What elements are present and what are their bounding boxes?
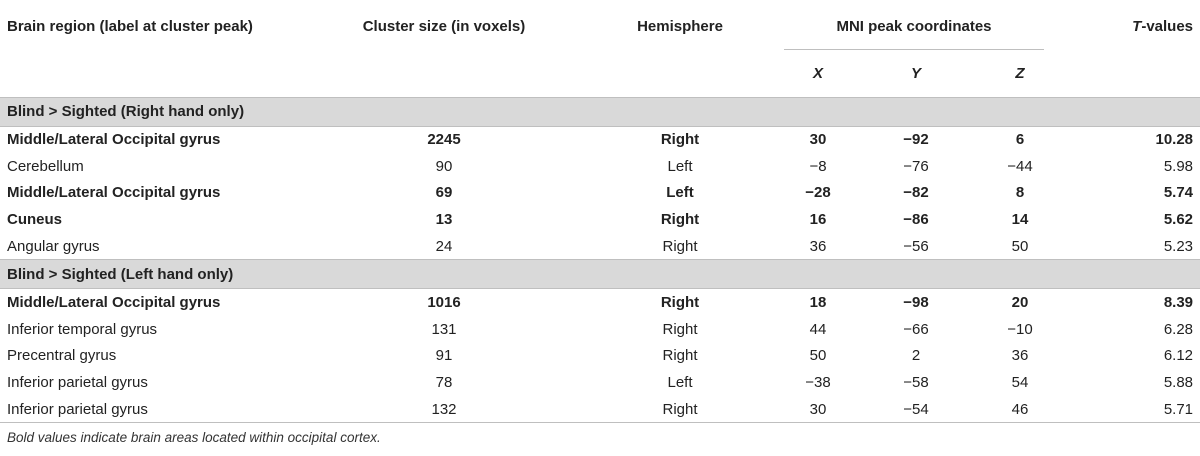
cell-x: 50 <box>809 347 827 365</box>
header-cluster-size: Cluster size (in voxels) <box>362 18 526 35</box>
cell-region: Cerebellum <box>7 157 84 175</box>
cell-t-value: 8.39 <box>1163 294 1194 312</box>
cell-z: 14 <box>1011 211 1029 229</box>
cell-hemisphere: Left <box>667 374 693 392</box>
cell-hemisphere: Left <box>666 184 694 202</box>
cell-cluster-size: 132 <box>300 396 588 423</box>
cell-x: 36 <box>809 237 827 255</box>
cell-x: −38 <box>805 374 831 392</box>
header-mni-label: MNI peak coordinates <box>784 18 1044 50</box>
cell-cluster-size: 78 <box>435 374 453 392</box>
cell-hemisphere: Left <box>667 157 693 175</box>
cell-t-value: 5.74 <box>1163 184 1194 202</box>
header-mni <box>772 0 1072 50</box>
cell-cluster-size: 1016 <box>427 294 461 312</box>
cell-region: Middle/Lateral Occipital gyrus <box>7 294 221 312</box>
cell-region: Middle/Lateral Occipital gyrus <box>7 184 221 202</box>
cell-y: −82 <box>903 184 929 202</box>
cell-y: −76 <box>903 157 929 175</box>
cell-t-value: 5.98 <box>1163 157 1194 175</box>
cell-z: −44 <box>1007 157 1033 175</box>
cell-z: 20 <box>1011 294 1029 312</box>
header-region: Brain region (label at cluster peak) <box>7 18 253 35</box>
section-header-row <box>0 97 1200 126</box>
cell-x: 18 <box>809 294 827 312</box>
header-z: Z <box>968 50 1072 97</box>
cell-x: 44 <box>809 320 827 338</box>
cell-y: −98 <box>903 294 929 312</box>
cell-y: −86 <box>903 211 929 229</box>
cell-x: 30 <box>809 131 827 149</box>
cell-cluster-size: 13 <box>435 211 453 229</box>
cell-t-value: 10.28 <box>1155 131 1194 149</box>
cell-region: Precentral gyrus <box>7 347 117 365</box>
cell-cluster-size: 69 <box>435 184 453 202</box>
section-header-row <box>0 260 1200 289</box>
table-row <box>0 206 1200 233</box>
table-row <box>0 153 1200 180</box>
cell-z: 6 <box>1015 131 1025 149</box>
table-row <box>0 126 1200 153</box>
table-row <box>0 233 1200 260</box>
cell-y: −92 <box>903 131 929 149</box>
section-title: Blind > Sighted (Left hand only) <box>0 260 1200 289</box>
cell-hemisphere: Right <box>662 347 698 365</box>
cell-t-value: 5.62 <box>1163 211 1194 229</box>
cell-t-value: 5.88 <box>1163 374 1194 392</box>
cell-cluster-size: 90 <box>435 157 453 175</box>
header-t-letter: T <box>1132 18 1142 35</box>
table-row <box>0 289 1200 316</box>
cell-y: −56 <box>903 237 929 255</box>
cell-hemisphere: Right <box>660 211 700 229</box>
cell-y: −58 <box>903 374 929 392</box>
table-row <box>0 180 1200 207</box>
cell-cluster-size: 2245 <box>427 131 461 149</box>
table-row <box>0 343 1200 370</box>
cell-region: Inferior parietal gyrus <box>7 374 148 392</box>
cell-cluster-size: 24 <box>435 237 453 255</box>
cell-hemisphere: Right <box>662 320 698 338</box>
cell-region: Cuneus <box>7 211 63 229</box>
table-footnote: Bold values indicate brain areas located within occipital cortex. <box>7 430 381 445</box>
cell-t-value: 6.28 <box>1163 320 1194 338</box>
cell-t-value: 5.23 <box>1163 237 1194 255</box>
cell-hemisphere: Right <box>660 294 700 312</box>
cell-z: 36 <box>1011 347 1029 365</box>
cell-cluster-size: 131 <box>431 320 457 338</box>
header-x: X <box>772 50 864 97</box>
cell-y: −66 <box>903 320 929 338</box>
cell-z: 46 <box>968 396 1072 423</box>
cell-region: Inferior temporal gyrus <box>7 320 158 338</box>
cell-cluster-size: 91 <box>435 347 453 365</box>
table-row <box>0 316 1200 343</box>
cell-z: −10 <box>1007 320 1033 338</box>
cell-y: −54 <box>864 396 968 423</box>
table-body <box>0 97 1200 423</box>
cell-t-value: 6.12 <box>1163 347 1194 365</box>
cell-region: Angular gyrus <box>7 237 100 255</box>
cell-x: −8 <box>809 157 827 175</box>
table-row <box>0 369 1200 396</box>
cell-x: −28 <box>805 184 831 202</box>
header-hemisphere: Hemisphere <box>637 18 723 35</box>
cell-hemisphere: Right <box>588 396 772 423</box>
header-t-rest: -values <box>1141 18 1194 35</box>
cell-y: 2 <box>911 347 921 365</box>
cell-region: Inferior parietal gyrus <box>0 396 300 423</box>
cell-hemisphere: Right <box>662 237 698 255</box>
cell-region: Middle/Lateral Occipital gyrus <box>7 131 221 149</box>
cell-t-value: 5.71 <box>1072 396 1200 423</box>
cell-x: 30 <box>772 396 864 423</box>
header-t-values <box>1072 0 1200 50</box>
cell-z: 54 <box>1011 374 1029 392</box>
cell-hemisphere: Right <box>660 131 700 149</box>
table-row <box>0 396 1200 423</box>
header-y: Y <box>864 50 968 97</box>
cell-z: 8 <box>1015 184 1025 202</box>
cell-x: 16 <box>809 211 827 229</box>
section-title: Blind > Sighted (Right hand only) <box>0 97 1200 126</box>
cell-z: 50 <box>1011 237 1029 255</box>
